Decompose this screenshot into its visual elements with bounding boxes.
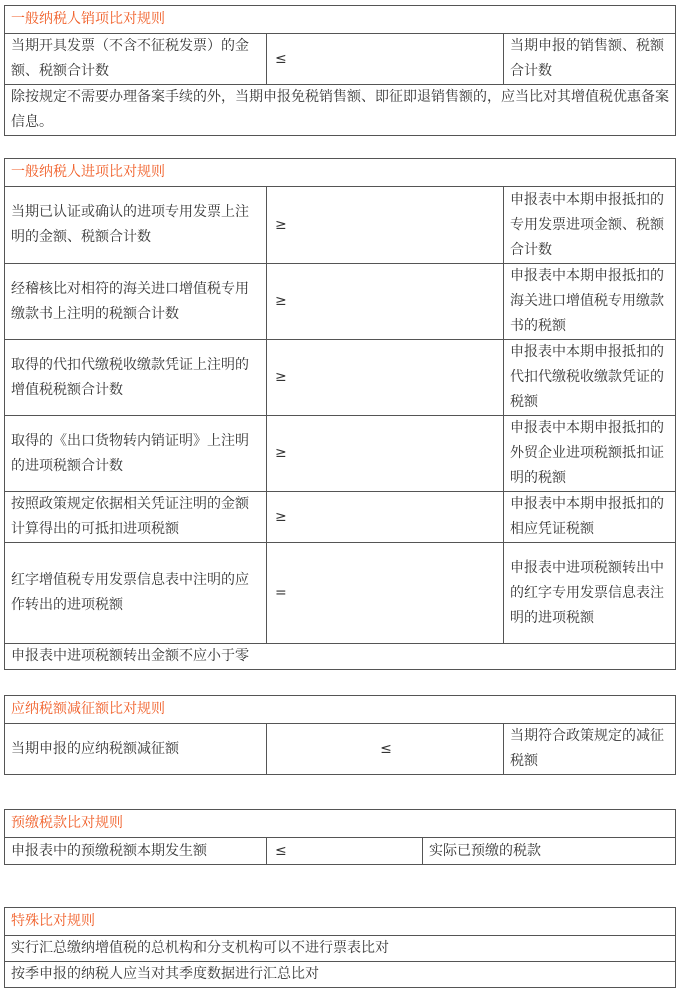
table-note-row [5, 85, 676, 136]
reduction-rules-table [4, 695, 676, 775]
rule-note-cell: 除按规定不需要办理备案手续的外，当期申报免税销售额、即征即退销售额的，应当比对其增值税优惠备案信息。 [5, 85, 676, 136]
input-rules-table [4, 158, 676, 670]
table-row [5, 34, 676, 85]
rule-left-cell: 红字增值税专用发票信息表中注明的应作转出的进项税额 [5, 543, 267, 644]
table-row [5, 724, 676, 775]
prepaid-rules-table [4, 809, 676, 865]
rule-operator-cell: = [267, 543, 504, 644]
rule-right-cell: 申报表中本期申报抵扣的外贸企业进项税额抵扣证明的税额 [504, 416, 676, 492]
table-note-row [5, 644, 676, 670]
table-row [5, 264, 676, 340]
section-title: 一般纳税人销项比对规则 [5, 6, 676, 34]
table-header-row [5, 159, 676, 187]
rule-left-cell: 取得的代扣代缴税收缴款凭证上注明的增值税税额合计数 [5, 340, 267, 416]
rule-right-cell: 当期符合政策规定的减征税额 [504, 724, 676, 775]
rule-left-cell: 当期开具发票（不含不征税发票）的金额、税额合计数 [5, 34, 267, 85]
rule-operator-cell: ≥ [267, 264, 504, 340]
rule-operator-cell: ≥ [267, 340, 504, 416]
rule-operator-cell: ≥ [267, 187, 504, 264]
table-note-row [5, 936, 676, 962]
table-row [5, 492, 676, 543]
rule-right-cell: 当期申报的销售额、税额合计数 [504, 34, 676, 85]
table-note-row [5, 962, 676, 988]
rule-left-cell: 按照政策规定依据相关凭证注明的金额计算得出的可抵扣进项税额 [5, 492, 267, 543]
table-row [5, 416, 676, 492]
section-title: 特殊比对规则 [5, 908, 676, 936]
special-rules-table [4, 907, 676, 988]
table-header-row [5, 810, 676, 838]
table-row [5, 340, 676, 416]
table-row [5, 187, 676, 264]
rule-right-cell: 申报表中本期申报抵扣的代扣代缴税收缴款凭证的税额 [504, 340, 676, 416]
rule-right-cell: 申报表中本期申报抵扣的专用发票进项金额、税额合计数 [504, 187, 676, 264]
rule-left-cell: 当期申报的应纳税额减征额 [5, 724, 267, 775]
rule-note-cell: 申报表中进项税额转出金额不应小于零 [5, 644, 676, 670]
table-row [5, 838, 676, 865]
rule-right-cell: 申报表中本期申报抵扣的相应凭证税额 [504, 492, 676, 543]
rule-note-cell: 按季申报的纳税人应当对其季度数据进行汇总比对 [5, 962, 676, 988]
table-header-row [5, 6, 676, 34]
rule-right-cell: 申报表中本期申报抵扣的海关进口增值税专用缴款书的税额 [504, 264, 676, 340]
rule-operator-cell: ≥ [267, 416, 504, 492]
rule-operator-cell: ≤ [267, 838, 423, 865]
table-row [5, 543, 676, 644]
rule-right-cell: 申报表中进项税额转出中的红字专用发票信息表注明的进项税额 [504, 543, 676, 644]
sales-rules-table [4, 5, 676, 136]
rule-right-cell: 实际已预缴的税款 [423, 838, 676, 865]
rule-operator-cell: ≤ [267, 724, 504, 775]
rule-note-cell: 实行汇总缴纳增值税的总机构和分支机构可以不进行票表比对 [5, 936, 676, 962]
rule-left-cell: 申报表中的预缴税额本期发生额 [5, 838, 267, 865]
rule-operator-cell: ≥ [267, 492, 504, 543]
table-header-row [5, 908, 676, 936]
rule-left-cell: 取得的《出口货物转内销证明》上注明的进项税额合计数 [5, 416, 267, 492]
table-header-row [5, 696, 676, 724]
section-title: 一般纳税人进项比对规则 [5, 159, 676, 187]
section-title: 预缴税款比对规则 [5, 810, 676, 838]
section-title: 应纳税额减征额比对规则 [5, 696, 676, 724]
rule-operator-cell: ≤ [267, 34, 504, 85]
rule-left-cell: 当期已认证或确认的进项专用发票上注明的金额、税额合计数 [5, 187, 267, 264]
rule-left-cell: 经稽核比对相符的海关进口增值税专用缴款书上注明的税额合计数 [5, 264, 267, 340]
